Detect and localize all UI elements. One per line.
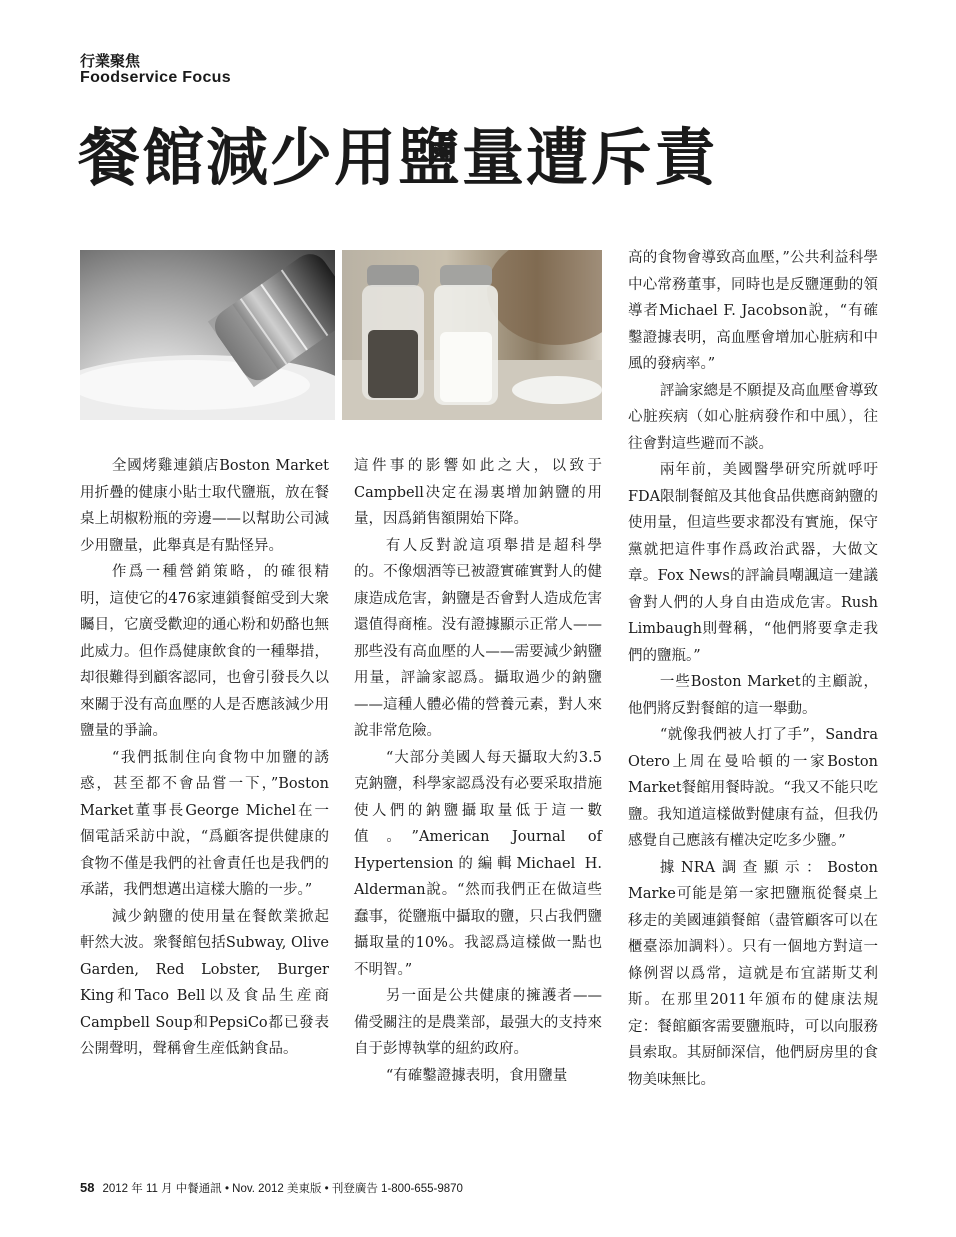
paragraph: 有人反對說這項舉措是超科學的。不像烟酒等已被證實確實對人的健康造成危害，鈉鹽是否會對人造成危害還值得商榷。没有證據顯示正常人——那些没有高血壓的人——需要減少鈉鹽用量，評論家認爲。攝取過少的鈉鹽——這種人體必備的營養元素，對人來說非常危險。 bbox=[354, 537, 602, 739]
page-footer bbox=[80, 1180, 463, 1196]
page-number: 58 bbox=[80, 1180, 95, 1195]
paragraph: 作爲一種營銷策略，的確很精明，這使它的476家連鎖餐館受到大衆矚目，它廣受歡迎的通心粉和奶酪也無此威力。但作爲健康飲食的一種舉措，却很難得到顧客認同，也會引發長久以來關于没有高血壓的人是否應該減少用鹽量的爭論。 bbox=[80, 564, 329, 739]
paragraph: 評論家總是不願提及高血壓會導致心脏疾病（如心脏病發作和中風），往往會對這些避而不談。 bbox=[628, 382, 878, 452]
footer-text: 2012 年 11 月 中餐通訊 • Nov. 2012 美東版 • 刊登廣告 1-800-655-9870 bbox=[102, 1183, 463, 1195]
paragraph: 全國烤雞連鎖店Boston Market用折疊的健康小貼士取代鹽瓶，放在餐桌上胡椒粉瓶的旁邊——以幫助公司減少用鹽量，此舉真是有點怪异。 bbox=[80, 458, 329, 554]
paragraph: “大部分美國人每天攝取大約3.5克鈉鹽，科學家認爲没有必要采取措施使人們的鈉鹽攝取量低于這一數值。”American Journal of Hypertension的編輯Michael H. Alderman說。“然而我們正在做這些蠢事，從鹽瓶中攝取的鹽，只占我們鹽攝取量的10%。我認爲這樣做一點也不明智。” bbox=[354, 749, 602, 978]
paragraph-continued: 高的食物會導致高血壓，”公共利益科學中心常務董事，同時也是反鹽運動的領導者Michael F. Jacobson說，“有確鑿證據表明，高血壓會增加心脏病和中風的發病率。” bbox=[628, 250, 878, 372]
paragraph: “有確鑿證據表明，食用鹽量 bbox=[385, 1067, 568, 1084]
paragraph: 減少鈉鹽的使用量在餐飲業掀起軒然大波。衆餐館包括Subway, Olive Garden, Red Lobster, Burger King和Taco Bell以及食品生産商Campbell Soup和PepsiCo都已發表公開聲明，聲稱會生産低鈉食品。 bbox=[80, 908, 329, 1057]
salt-pepper-shakers-photo bbox=[342, 250, 602, 420]
salt-shaker-photo bbox=[80, 250, 335, 420]
section-label-zh: 行業聚焦 bbox=[80, 52, 141, 70]
paragraph: 據NRA調查顯示：Boston Marke可能是第一家把鹽瓶從餐桌上移走的美國連鎖餐館（盡管顧客可以在櫃臺添加調料）。只有一個地方對這一條例習以爲常，這就是布宜諾斯艾利斯。在那里2011年頒布的健康法規定：餐館顧客需要鹽瓶時，可以向服務員索取。其厨師深信，他們厨房里的食物美味無比。 bbox=[628, 859, 878, 1088]
section-label-en: Foodservice Focus bbox=[80, 69, 231, 86]
paragraph-continued: 這件事的影響如此之大，以致于Campbell决定在湯裏增加鈉鹽的用量，因爲銷售額開始下降。 bbox=[354, 458, 602, 527]
article-column-3 bbox=[628, 245, 878, 1093]
paragraph: 另一面是公共健康的擁護者——備受關注的是農業部，最强大的支持來自于彭博執掌的紐約政府。 bbox=[354, 988, 602, 1057]
article-headline: 餐館減少用鹽量遭斥責 bbox=[78, 121, 719, 194]
paragraph: “我們抵制住向食物中加鹽的誘惑，甚至都不會品嘗一下，”Boston Market董事長George Michel在一個電話采訪中說，“爲顧客提供健康的食物不僅是我們的社會責任也是我們的承諾，我們想邁出這樣大膽的一步。” bbox=[80, 749, 329, 898]
article-column-1 bbox=[80, 453, 329, 1063]
paragraph: “就像我們被人打了手”，Sandra Otero上周在曼哈頓的一家Boston Market餐館用餐時說。“我又不能只吃鹽。我知道這樣做對健康有益，但我仍感覺自己應該有權决定吃多少鹽。” bbox=[628, 727, 878, 849]
article-column-2 bbox=[354, 453, 602, 1089]
paragraph: 一些Boston Market的主顧說，他們將反對餐館的這一舉動。 bbox=[628, 674, 878, 717]
paragraph: 兩年前，美國醫學研究所就呼吁FDA限制餐館及其他食品供應商鈉鹽的使用量，但這些要求都没有實施，保守黨就把這件事作爲政治武器，大做文章。Fox News的評論員嘲諷這一建議會對人們的人身自由造成危害。Rush Limbaugh則聲稱，“他們將要拿走我們的鹽瓶。” bbox=[628, 462, 878, 664]
